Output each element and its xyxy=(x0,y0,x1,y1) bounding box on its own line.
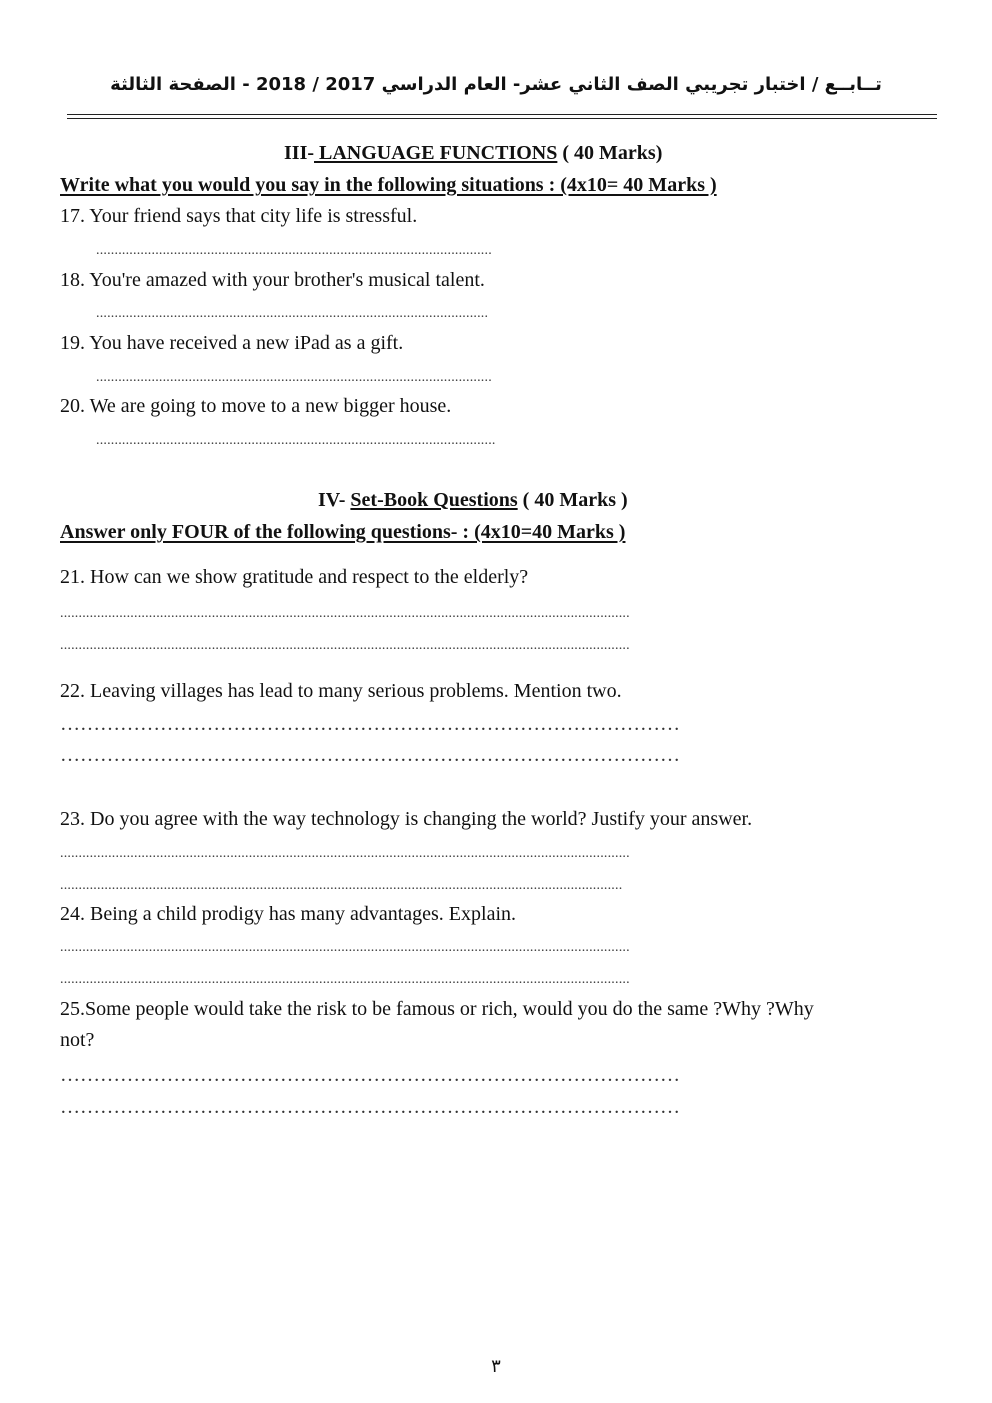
section-4-heading xyxy=(318,489,628,512)
header-rule-bottom xyxy=(67,118,937,119)
question-24: 24. Being a child prodigy has many advantages. Explain. xyxy=(60,903,517,925)
answer-line-20[interactable]: ............................................................................................................ xyxy=(96,433,496,448)
answer-line-22a[interactable]: ………………………………………………………………………………… xyxy=(60,713,680,735)
section-3-marks: ( 40 Marks) xyxy=(557,142,663,164)
question-19: 19. You have received a new iPad as a gift. xyxy=(60,332,404,354)
answer-line-22b[interactable]: ………………………………………………………………………………… xyxy=(60,744,680,766)
question-22: 22. Leaving villages has lead to many serious problems. Mention two. xyxy=(60,680,622,702)
page-header: تــابــع / اختبار تجريبي الصف الثاني عشر- العام الدراسي 2017 / 2018 - الصفحة الثالثة xyxy=(110,74,882,95)
question-17: 17. Your friend says that city life is stressful. xyxy=(60,205,418,227)
section-3-prefix: III- xyxy=(284,142,315,164)
page-number: ٣ xyxy=(491,1356,501,1377)
question-25-continued: not? xyxy=(60,1029,95,1051)
section-3-instruction: Write what you would you say in the following situations : (4x10= 40 Marks ) xyxy=(60,174,717,196)
question-20: 20. We are going to move to a new bigger house. xyxy=(60,395,452,417)
header-rule-top xyxy=(67,114,937,115)
question-25: 25.Some people would take the risk to be famous or rich, would you do the same ?Why ?Why xyxy=(60,998,814,1020)
answer-line-17[interactable]: ........................................................................................................... xyxy=(96,243,492,258)
answer-line-25a[interactable]: ………………………………………………………………………………… xyxy=(60,1064,680,1086)
section-4-prefix: IV- xyxy=(318,489,351,511)
question-21: 21. How can we show gratitude and respect to the elderly? xyxy=(60,566,529,588)
answer-line-23a[interactable]: .......................................................................................................................................................... xyxy=(60,846,630,861)
section-4-title: Set-Book Questions xyxy=(350,489,518,511)
question-18: 18. You're amazed with your brother's musical talent. xyxy=(60,269,485,291)
section-3-heading xyxy=(284,142,662,165)
answer-line-24a[interactable]: .......................................................................................................................................................... xyxy=(60,940,630,955)
answer-line-21b[interactable]: .......................................................................................................................................................... xyxy=(60,638,630,653)
answer-line-18[interactable]: .......................................................................................................... xyxy=(96,306,489,321)
answer-line-25b[interactable]: ………………………………………………………………………………… xyxy=(60,1096,680,1118)
answer-line-23b[interactable]: ........................................................................................................................................................ xyxy=(60,878,623,893)
answer-line-19[interactable]: ........................................................................................................... xyxy=(96,370,492,385)
answer-line-21a[interactable]: .......................................................................................................................................................... xyxy=(60,606,630,621)
section-4-marks: ( 40 Marks ) xyxy=(517,489,628,511)
section-3-title: LANGUAGE FUNCTIONS xyxy=(314,142,558,164)
section-4-instruction: Answer only FOUR of the following questions- : (4x10=40 Marks ) xyxy=(60,521,626,543)
question-23: 23. Do you agree with the way technology is changing the world? Justify your answer. xyxy=(60,808,753,830)
answer-line-24b[interactable]: .......................................................................................................................................................... xyxy=(60,972,630,987)
